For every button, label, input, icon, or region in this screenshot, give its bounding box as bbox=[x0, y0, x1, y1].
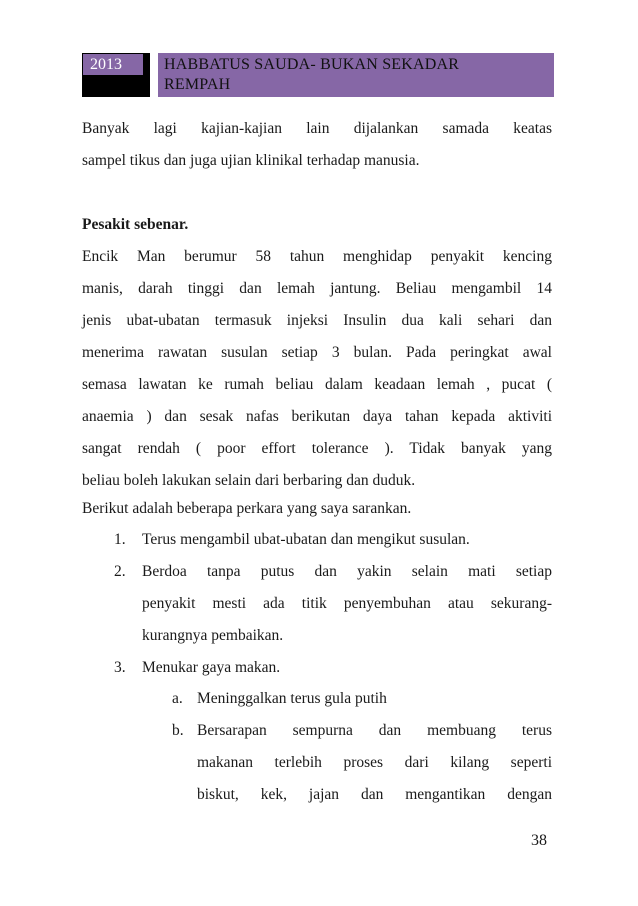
intro-line-2: sampel tikus dan juga ujian klinikal terhadap manusia. bbox=[82, 152, 420, 169]
list-item-2-line-2: penyakit mesti ada titik penyembuhan atau sekurang- bbox=[142, 595, 552, 612]
paragraph-line-5: semasa lawatan ke rumah beliau dalam keadaan lemah , pucat ( bbox=[82, 376, 552, 393]
list-item-1-number: 1. bbox=[114, 531, 126, 548]
list-item-2-line-1: Berdoa tanpa putus dan yakin selain mati setiap bbox=[142, 563, 552, 580]
paragraph-line-7: sangat rendah ( poor effort tolerance ). Tidak banyak yang bbox=[82, 440, 552, 457]
header-title bbox=[158, 53, 554, 97]
sublist-item-b-letter: b. bbox=[172, 722, 184, 739]
year-box bbox=[82, 53, 150, 97]
paragraph-line-6: anaemia ) dan sesak nafas berikutan daya tahan kepada aktiviti bbox=[82, 408, 552, 425]
header-year: 2013 bbox=[83, 54, 143, 75]
sublist-item-a-line-1: Meninggalkan terus gula putih bbox=[197, 690, 387, 707]
paragraph-line-3: jenis ubat-ubatan termasuk injeksi Insulin dua kali sehari dan bbox=[82, 312, 552, 329]
list-item-1-line-1: Terus mengambil ubat-ubatan dan mengikut susulan. bbox=[142, 531, 470, 548]
sublist-item-b-line-1: Bersarapan sempurna dan membuang terus bbox=[197, 722, 552, 739]
sublist-item-b-line-3: biskut, kek, jajan dan mengantikan dengan bbox=[197, 786, 552, 803]
intro-line-1: Banyak lagi kajian-kajian lain dijalankan samada keatas bbox=[82, 120, 552, 137]
header-title-line-1: HABBATUS SAUDA- BUKAN SEKADAR bbox=[164, 56, 460, 73]
section-heading: Pesakit sebenar. bbox=[82, 216, 189, 233]
paragraph-line-8: beliau boleh lakukan selain dari berbaring dan duduk. bbox=[82, 472, 416, 489]
header-title-line-2: REMPAH bbox=[164, 76, 231, 93]
sublist-item-b-line-2: makanan terlebih proses dari kilang seperti bbox=[197, 754, 552, 771]
list-item-2-line-3: kurangnya pembaikan. bbox=[142, 627, 284, 644]
page-number: 38 bbox=[531, 832, 547, 849]
list-intro: Berikut adalah beberapa perkara yang saya sarankan. bbox=[82, 500, 412, 517]
list-item-3-number: 3. bbox=[114, 659, 126, 676]
paragraph-line-1: Encik Man berumur 58 tahun menghidap penyakit kencing bbox=[82, 248, 552, 265]
sublist-item-a-letter: a. bbox=[172, 690, 183, 707]
running-header bbox=[82, 53, 554, 97]
paragraph-line-4: menerima rawatan susulan setiap 3 bulan. Pada peringkat awal bbox=[82, 344, 552, 361]
paragraph-line-2: manis, darah tinggi dan lemah jantung. Beliau mengambil 14 bbox=[82, 280, 552, 297]
list-item-3-line-1: Menukar gaya makan. bbox=[142, 659, 281, 676]
list-item-2-number: 2. bbox=[114, 563, 126, 580]
